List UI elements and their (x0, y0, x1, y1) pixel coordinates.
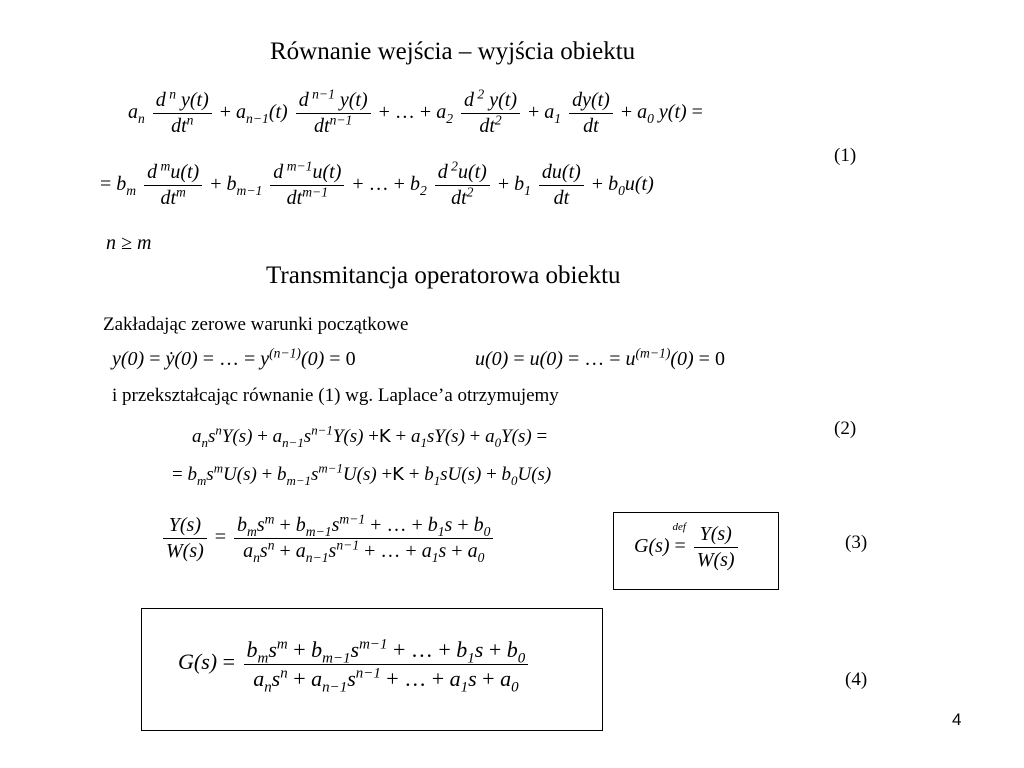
equation-2-line-2: = $b_ms^mU(s) + b_{m-1}s^{m-1}U(s) +K + b_1sU(s) + b_0U(s)$ (172, 460, 552, 488)
equation-number-3: (3) (845, 532, 868, 553)
page-number: 4 (952, 710, 962, 729)
equation-number-4: (4) (845, 669, 868, 690)
text-transform: i przekształcając równanie (1) wg. Laplace’a otrzymujemy (112, 385, 559, 406)
definition-g-of-s: G(s) = def $\frac{Y(s)}{W(s)}$ (634, 522, 741, 573)
text-assuming: Zakładając zerowe warunki początkowe (103, 314, 409, 335)
definition-label: def (672, 521, 686, 534)
equation-2-line-1: $a_ns^nY(s) + a_{n-1}s^{n-1}Y(s) +K + a_1sY(s) + a_0Y(s)$ = (192, 422, 548, 450)
equation-4-transfer-function: G(s) = $\frac{b_ms^m + b_{m-1}s^{m-1} + \dots + b_1s + b_0}{a_ns^n + a_{n-1}s^{n-1} + \dots + a_1s + a_0}$ (178, 636, 531, 692)
initial-conditions-y: y(0) = ẏ(0) = … = $y^{(n-1)}(0) = 0$ (112, 345, 356, 370)
slide-title: Równanie wejścia – wyjścia obiektu (270, 38, 636, 65)
section-subtitle: Transmitancja operatorowa obiektu (266, 262, 621, 289)
initial-conditions-u: u(0) = u(0) = … = $u^{(m-1)}(0) = 0$ (475, 345, 725, 370)
equation-1-line-1: $a_n$ $\frac{d ^n y(t)}{dt^n}$ + $a_{n-1}(t)$ $\frac{d ^{n-1} y(t)}{dt^{n-1}}$ + … + $a_2$ $\frac{d ^2 y(t)}{dt^2}$ + $a_1$ $\frac{dy(t)}{dt}$ + $a_0$ y(t) = (128, 86, 703, 137)
equation-3-ratio: $\frac{Y(s)}{W(s)}$ = $\frac{b_ms^m + b_{m-1}s^{m-1} + \dots + b_1s + b_0}{a_ns^n + a_{n-1}s^{n-1} + \dots + a_1s + a_0}$ (160, 513, 496, 564)
equation-number-2: (2) (834, 418, 857, 439)
condition-n-ge-m: n ≥ m (106, 232, 152, 254)
equation-number-1: (1) (834, 145, 857, 166)
equation-1-line-2: = $b_m$ $\frac{d ^mu(t)}{dt^m}$ + $b_{m-1}$ $\frac{d ^{m-1}u(t)}{dt^{m-1}}$ + … + $b_2$ $\frac{d ^2u(t)}{dt^2}$ + $b_1$ $\frac{du(t)}{dt}$ + $b_0u(t)$ (100, 158, 654, 209)
